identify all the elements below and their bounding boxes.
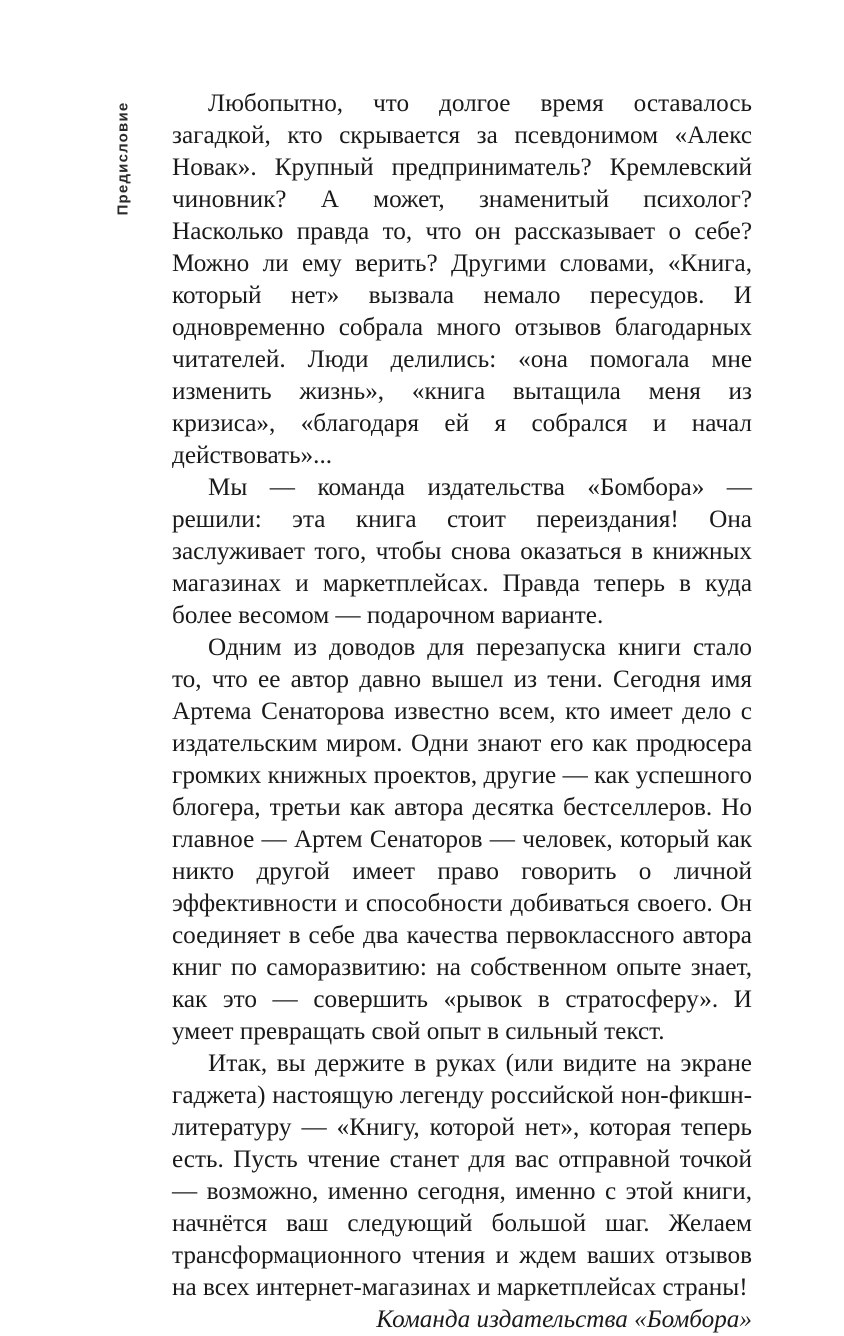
paragraph-4: Итак, вы держите в руках (или видите на экране гаджета) настоящую легенду российской нон-фикшн-литературу — «Книгу, которой нет», которая теперь есть. Пусть чтение станет для вас отправной точкой — возможно, именно сегодня, именно с этой книги, начнётся ваш следующий большой шаг. Желаем трансформационного чтения и ждем ваших отзывов на всех интернет-магазинах и маркетплейсах страны! bbox=[172, 1050, 752, 1301]
paragraph-3: Одним из доводов для перезапуска книги стало то, что ее автор давно вышел из тени. Сегодня имя Артема Сенаторова известно всем, кто имеет дело с издательским миром. Одни знают его как продюсера громких книжных проектов, другие — как успешного блогера, третьи как автора десятка бестселлеров. Но главное — Артем Сенаторов — человек, который как никто другой имеет право говорить о личной эффективности и способности добиваться своего. Он соединяет в себе два качества первоклассного автора книг по саморазвитию: на собственном опыте знает, как это — совершить «рывок в стратосферу». И умеет превращать свой опыт в сильный текст. bbox=[172, 634, 752, 1045]
paragraph-2: Мы — команда издательства «Бомбора» — решили: эта книга стоит переиздания! Она заслуживает того, чтобы снова оказаться в книжных магазинах и маркетплейсах. Правда теперь в куда более весомом — подарочном варианте. bbox=[172, 474, 752, 629]
running-head-label: Предисловие bbox=[114, 101, 132, 215]
paragraph-1: Любопытно, что долгое время оставалось загадкой, кто скрывается за псевдонимом «Алекс Новак». Крупный предприниматель? Кремлевский чиновник? А может, знаменитый психолог? Насколько правда то, что он рассказывает о себе? Можно ли ему верить? Другими словами, «Книга, который нет» вызвала немало пересудов. И одновременно собрала много отзывов благодарных читателей. Люди делились: «она помогала мне изменить жизнь», «книга вытащила меня из кризиса», «благодаря ей я собрался и начал действовать»... bbox=[172, 90, 752, 469]
running-head bbox=[113, 101, 133, 215]
page-body bbox=[172, 88, 752, 1336]
signature: Команда издательства «Бомбора» bbox=[376, 1306, 752, 1333]
